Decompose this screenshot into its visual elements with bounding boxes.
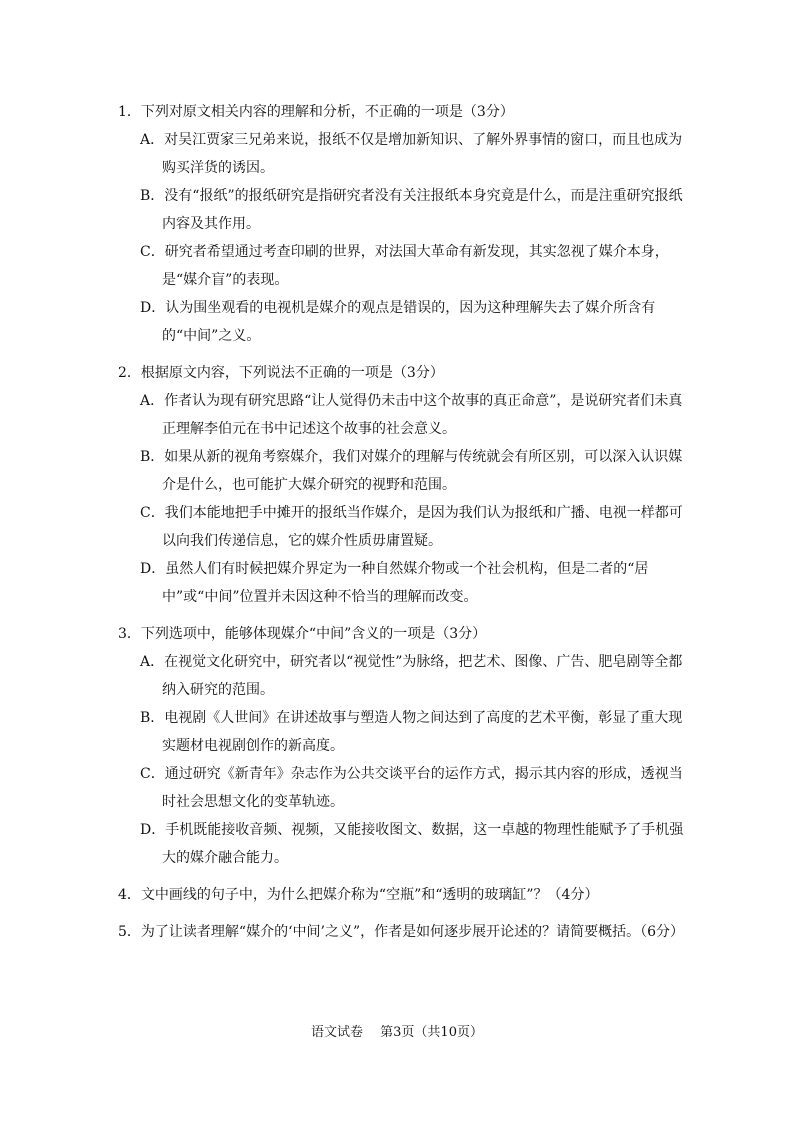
question-5 (118, 918, 688, 946)
page-footer: 语文试卷 第3页（共10页） (311, 1025, 483, 1040)
question-stem: 3．下列选项中，能够体现媒介“中间”含义的一项是（3分） (118, 626, 487, 642)
question-2 (118, 359, 688, 611)
option-a: A．对吴江贾家三兄弟来说，报纸不仅是增加新知识、了解外界事情的窗口，而且也成为购买洋货的诱因。 (140, 132, 683, 176)
option-d: D．手机既能接收音频、视频，又能接收图文、数据，这一卓越的物理性能赋予了手机强大的媒介融合能力。 (140, 822, 684, 866)
option-b: B．没有“报纸”的报纸研究是指研究者没有关注报纸本身究竟是什么，而是注重研究报纸内容及其作用。 (140, 188, 683, 232)
question-stem: 2．根据原文内容，下列说法不正确的一项是（3分） (118, 365, 444, 381)
question-stem: 5．为了让读者理解“媒介的‘中间’之义”，作者是如何逐步展开论述的？请简要概括。（6分） (118, 924, 685, 940)
question-stem: 4．文中画线的句子中，为什么把媒介称为“空瓶”和“透明的玻璃缸”？（4分） (118, 887, 599, 903)
question-4 (118, 881, 688, 909)
question-stem: 1．下列对原文相关内容的理解和分析，不正确的一项是（3分） (118, 104, 514, 120)
question-1 (118, 98, 688, 350)
question-3 (118, 620, 688, 872)
option-d: D．虽然人们有时候把媒介界定为一种自然媒介物或一个社会机构，但是二者的“居中”或“中间”位置并未因这种不恰当的理解而改变。 (140, 561, 649, 605)
option-c: C．通过研究《新青年》杂志作为公共交谈平台的运作方式，揭示其内容的形成，透视当时社会思想文化的变革轨迹。 (140, 766, 683, 810)
option-c: C．研究者希望通过考查印刷的世界，对法国大革命有新发现，其实忽视了媒介本身，是“媒介盲”的表现。 (140, 244, 669, 288)
option-b: B．如果从新的视角考察媒介，我们对媒介的理解与传统就会有所区别，可以深入认识媒介是什么，也可能扩大媒介研究的视野和范围。 (140, 449, 683, 493)
option-d: D．认为围坐观看的电视机是媒介的观点是错误的，因为这种理解失去了媒介所含有的“中间”之义。 (140, 300, 656, 344)
option-c: C．我们本能地把手中摊开的报纸当作媒介，是因为我们认为报纸和广播、电视一样都可以向我们传递信息，它的媒介性质毋庸置疑。 (140, 505, 683, 549)
option-a: A．在视觉文化研究中，研究者以“视觉性”为脉络，把艺术、图像、广告、肥皂剧等全都纳入研究的范围。 (140, 654, 683, 698)
exam-page-content (118, 98, 688, 955)
option-b: B．电视剧《人世间》在讲述故事与塑造人物之间达到了高度的艺术平衡，彰显了重大现实题材电视剧创作的新高度。 (140, 710, 683, 754)
option-a: A．作者认为现有研究思路“让人觉得仍未击中这个故事的真正命意”，是说研究者们未真正理解李伯元在书中记述这个故事的社会意义。 (140, 393, 683, 437)
